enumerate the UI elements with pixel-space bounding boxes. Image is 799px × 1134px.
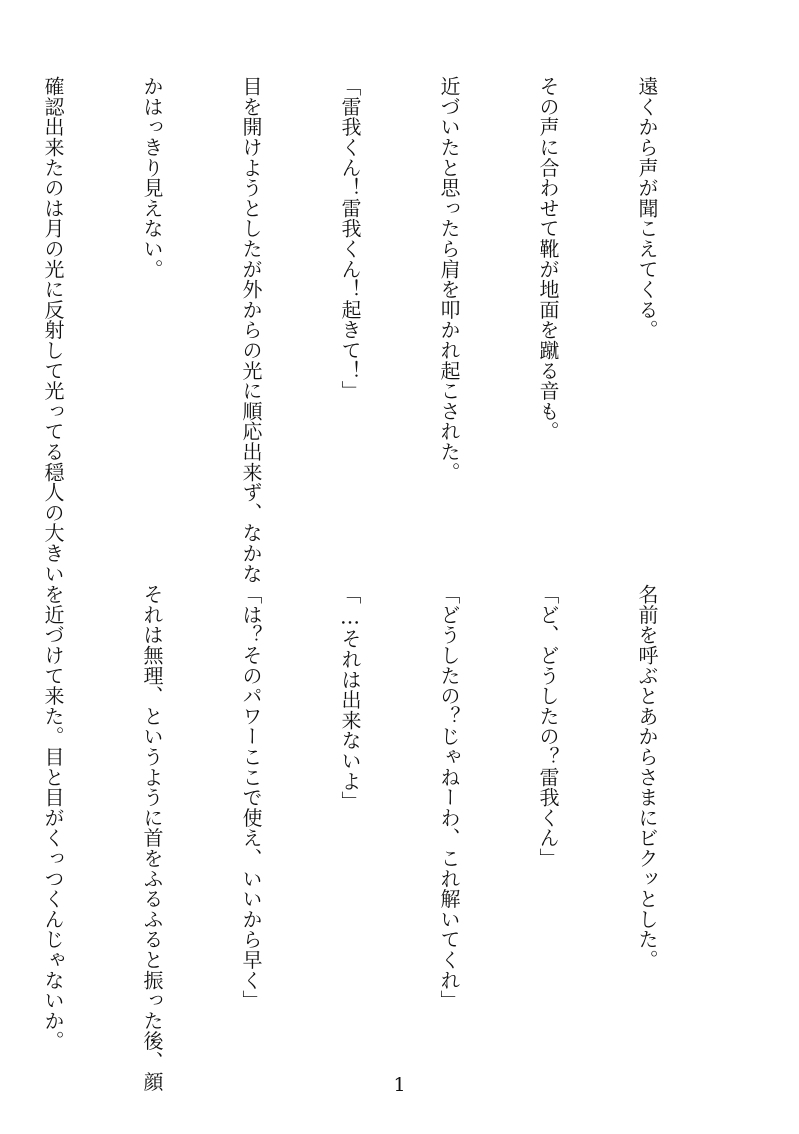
page-number: 1 <box>393 1074 406 1096</box>
lower-text-block <box>41 584 729 1092</box>
text-line: 近づいたと思ったら肩を叩かれ起こされた。 <box>437 76 461 482</box>
text-line: 「ど、どうしたの？雷我くん」 <box>536 584 560 869</box>
text-line: 「雷我くん！雷我くん！起きて！」 <box>338 76 362 401</box>
text-line: それは無理、というように首をふるふると振った後、顔 <box>140 584 164 1092</box>
text-line: 遠くから声が聞こえてくる。 <box>635 76 659 340</box>
text-line: 「…それは出来ないよ」 <box>338 584 362 812</box>
upper-text-block <box>41 76 729 584</box>
text-line: 「は？そのパワーここで使え、いいから早く」 <box>239 584 263 1011</box>
text-line: 目を開けようとしたが外からの光に順応出来ず、なかな <box>239 76 263 584</box>
text-line: 確認出来たのは月の光に反射して光ってる穏人の大きい <box>41 76 65 584</box>
text-line: を近づけて来た。目と目がくっつくんじゃないか。 <box>41 584 65 1051</box>
text-line: その声に合わせて靴が地面を蹴る音も。 <box>536 76 560 442</box>
text-line: 名前を呼ぶとあからさまにビクッとした。 <box>635 584 659 970</box>
text-line: 「どうしたの？じゃねーわ、これ解いてくれ」 <box>437 584 461 1011</box>
text-line: かはっきり見えない。 <box>140 76 164 279</box>
